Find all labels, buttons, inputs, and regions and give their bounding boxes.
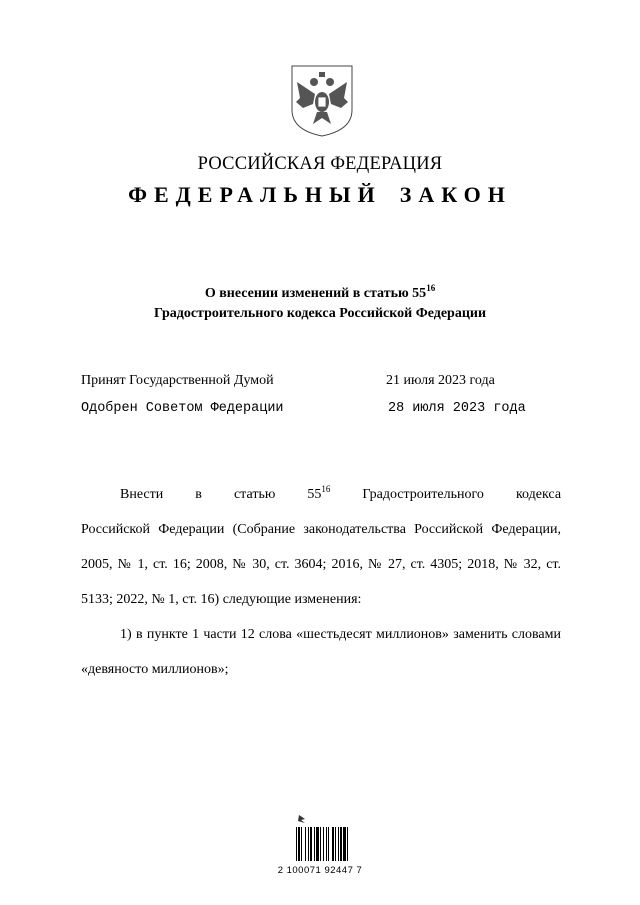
barcode-bar — [332, 827, 334, 861]
barcode-bar — [310, 827, 312, 861]
law-body — [81, 477, 561, 687]
council-approval-label: Одобрен Советом Федерации — [81, 401, 284, 416]
word: Градостроительного — [362, 487, 484, 502]
document-type — [0, 182, 640, 208]
barcode-bar — [296, 827, 297, 861]
barcode-bar — [338, 827, 339, 861]
law-title-line1 — [0, 284, 640, 304]
law-title-line1-text: О внесении изменений в статью 55 — [204, 286, 427, 301]
word: статью 55 — [233, 487, 322, 502]
law-word-federal: ФЕДЕРАЛЬНЫЙ — [128, 182, 382, 207]
body-paragraph-2: 1) в пункте 1 части 12 слова «шестьдесят миллионов» заменить словами «девяносто миллионов»; — [81, 627, 561, 677]
barcode-bar — [328, 827, 329, 861]
barcode-number: 2 100071 92447 7 — [277, 865, 363, 876]
barcode-bar — [347, 827, 348, 861]
body-paragraph-1-first-line — [81, 477, 561, 512]
barcode-bar — [326, 827, 327, 861]
word: кодекса — [515, 487, 562, 502]
law-title-line2: Градостроительного кодекса Российской Федерации — [153, 306, 487, 321]
barcode-bar — [320, 827, 321, 861]
word: в — [195, 487, 202, 502]
country-name: РОССИЙСКАЯ ФЕДЕРАЦИЯ — [197, 154, 443, 174]
barcode-bar — [316, 827, 319, 861]
barcode-icon — [295, 815, 377, 863]
council-approval-date: 28 июля 2023 года — [388, 401, 526, 416]
barcode-bar — [308, 827, 309, 861]
article-superscript: 16 — [321, 484, 331, 494]
coat-of-arms-icon — [287, 62, 357, 138]
barcode-bar — [314, 827, 315, 861]
law-title — [0, 284, 640, 324]
barcode-bar — [335, 827, 336, 861]
law-word-law: ЗАКОН — [399, 182, 512, 207]
duma-adoption-label: Принят Государственной Думой — [81, 373, 274, 388]
word: Внести — [120, 487, 164, 502]
barcode-bar — [343, 827, 346, 861]
duma-adoption-date: 21 июля 2023 года — [386, 373, 495, 388]
body-paragraph-1-rest: Российской Федерации (Собрание законодательства Российской Федерации, 2005, № 1, ст. 16; 2008, № 30, ст. 3604; 2016, № 27, ст. 4305; 2018, № 32, ст. 5133; 2022, № 1, ст. 16) следующие изменения: — [81, 522, 561, 607]
barcode-bar — [305, 827, 306, 861]
barcode-bar — [340, 827, 342, 861]
barcode-bar — [323, 827, 324, 861]
barcode-bar — [301, 827, 302, 861]
barcode-bar — [298, 827, 300, 861]
law-title-superscript: 16 — [426, 283, 436, 293]
